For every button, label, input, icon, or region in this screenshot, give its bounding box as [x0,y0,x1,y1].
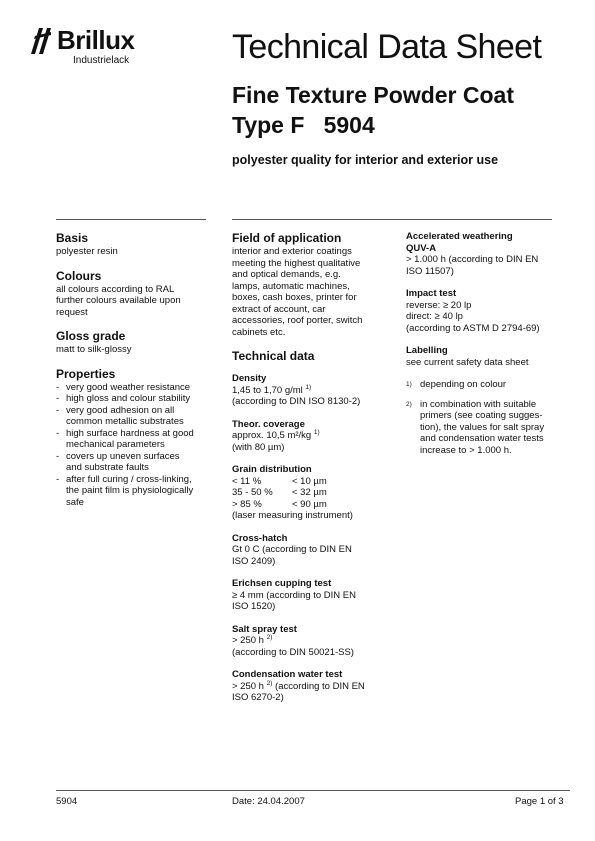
density-norm: (according to DIN ISO 8130-2) [232,396,361,407]
weathering-heading: Accelerated weathering [406,231,513,242]
gloss-heading: Gloss grade [56,329,126,343]
footnote-1: 1) depending on colour [406,379,507,390]
grain-heading: Grain distribution [232,464,312,475]
colours-heading: Colours [56,268,102,283]
list-item: - high gloss and colour stability [56,393,221,405]
left-column [56,231,221,519]
product-title-line-1: Fine Texture Powder Coat [232,82,515,108]
properties-list [56,382,221,509]
properties-heading: Properties [56,366,116,381]
technical-data-heading: Technical data [232,349,315,363]
product-title-line-2: Type F 5904 [232,112,375,138]
weathering-subheading: QUV-A [406,242,437,254]
brillux-logo-icon [31,28,51,54]
footer-page: Page 1 of 3 [515,796,564,807]
brand-name: Brillux [57,25,135,55]
density-value: 1,45 to 1,70 g/ml $^{1)}$ [232,383,312,396]
erichsen-text: ≥ 4 mm (according to DIN EN [232,589,356,601]
salt-spray-value: > 250 h $^{2)}$ [232,633,273,646]
condensation-value: > 250 h $^{2)}$ (according to DIN EN [232,679,365,692]
impact-direct: direct: ≥ 40 lp [406,311,463,322]
brillux-logo [31,26,181,70]
right-column: Accelerated weathering QUV-A > 1.000 h (according to DIN EN ISO 11507) Impact test reverse: ≥ 20 lp direct: ≥ 40 lp (according to ASTM D 2794-69) Labelling see current safety data sheet 1) depending on colour 2) in combination with suitable primers (see coating sugges- tion), the values for salt spray and condensation water tests increase to > 1.000 h. [406,231,571,464]
coverage-heading: Theor. coverage [232,418,305,430]
list-item: - very good weather resistance [56,382,221,394]
document-title: Technical Data Sheet [232,28,542,66]
product-title [232,80,514,140]
basis-heading: Basis [56,231,89,245]
grain-note: (laser measuring instrument) [232,510,353,521]
list-item: - covers up uneven surfaces and substrate faults [56,451,221,474]
field-of-application-heading: Field of application [232,231,342,245]
coverage-note: (with 80 µm) [232,441,285,453]
coverage-value: approx. 10,5 m²/kg $^{1)}$ [232,428,320,441]
salt-spray-heading: Salt spray test [232,623,297,635]
list-item: - after full curing / cross-linking, the paint film is physiologically safe [56,474,221,509]
brand-subtitle: Industrielack [73,55,130,66]
density-heading: Density [232,373,267,384]
labelling-text: see current safety data sheet [406,356,529,368]
divider-right [232,219,552,220]
erichsen-heading: Erichsen cupping test [232,578,332,589]
footer-divider [56,790,570,791]
cross-hatch-heading: Cross-hatch [232,532,288,544]
gloss-text: matt to silk-glossy [56,344,132,355]
basis-text: polyester resin [56,246,118,257]
impact-heading: Impact test [406,288,457,299]
impact-reverse: reverse: ≥ 20 lp [406,299,472,311]
labelling-heading: Labelling [406,345,448,356]
weathering-text: > 1.000 h (according to DIN EN [406,254,539,265]
list-item: - very good adhesion on all common metallic substrates [56,405,221,428]
middle-column: Field of application interior and exterior coatings meeting the highest qualitative and optical demands, e.g. lamps, automatic machines, boxes, cash boxes, printer for extract of account, car accessories, roof porter, switch cabinets etc. Technical data Density 1,45 to 1,70 g/ml $^{1)}$ (according to DIN ISO 8130-2) Theor. coverage approx. 10,5 m²/kg $^{1)}$ (with 80 µm) Grain distribution < 11 % < 10 µm 35 - 50 % < 32 µm > 85 % < 90 µm (laser measuring instrument) Cross-hatch Gt 0 C (according to DIN EN ISO 2409) Erichsen cupping test ≥ 4 mm (according to DIN EN ISO 1520) Salt spray test > 250 h $^{2)}$ (according to DIN 50021-SS) Condensation water test > 250 h $^{2)}$ (according to DIN EN ISO 6270-2) [232,231,397,715]
condensation-heading: Condensation water test [232,669,343,680]
cross-hatch-text: Gt 0 C (according to DIN EN [232,544,352,555]
footnote-2: 2) in combination with suitable primers (see coating sugges- tion), the values for salt spray and condensation water tests increase to > 1.000 h. [406,398,545,456]
footer-code: 5904 [56,796,78,807]
divider-left [56,219,206,220]
list-item: - high surface hardness at good mechanical parameters [56,428,221,451]
grain-table: < 11 % < 10 µm 35 - 50 % < 32 µm > 85 % < 90 µm [232,475,327,510]
colours-text: all colours according to RAL further colours available upon request [56,283,181,318]
footer-date: Date: 24.04.2007 [232,796,305,807]
field-of-application-text: interior and exterior coatings meeting the highest qualitative and optical demands, e.g. lamps, automatic machines, boxes, cash boxes, printer for extract of account, car accessories, roof porter, switch cabinets etc. [232,246,363,338]
product-subtitle: polyester quality for interior and exterior use [232,153,499,167]
